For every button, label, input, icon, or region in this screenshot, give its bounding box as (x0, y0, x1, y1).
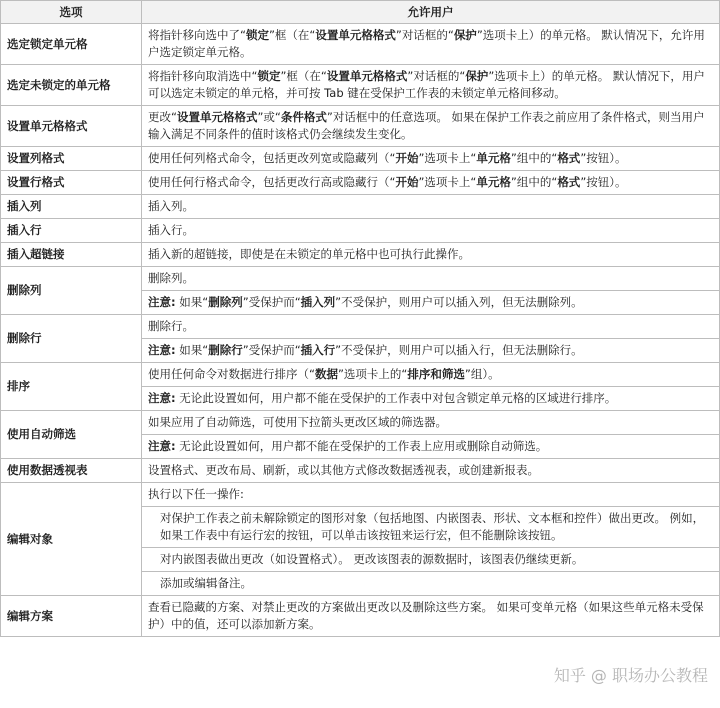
note-cell: 注意: 如果“删除列”受保护而“插入列”不受保护，则用户可以插入列，但无法删除列。 (142, 291, 720, 315)
desc-cell: 使用任何行格式命令，包括更改行高或隐藏行（“开始”选项卡上“单元格”组中的“格式”按钮）。 (142, 171, 720, 195)
desc-cell: 将指针移向选中了“锁定”框（在“设置单元格格式”对话框的“保护”选项卡上）的单元格。 默认情况下，允许用户选定锁定单元格。 (142, 24, 720, 65)
table-row (1, 219, 720, 243)
table-row (1, 315, 720, 339)
option-cell: 使用自动筛选 (1, 411, 142, 459)
watermark: 知乎 @ 职场办公教程 (553, 666, 708, 685)
note-cell: 注意: 无论此设置如何，用户都不能在受保护的工作表中对包含锁定单元格的区域进行排序。 (142, 387, 720, 411)
option-cell: 排序 (1, 363, 142, 411)
desc-cell: 将指针移向取消选中“锁定”框（在“设置单元格格式”对话框的“保护”选项卡上）的单元格。 默认情况下，用户可以选定未锁定的单元格，并可按 Tab 键在受保护工作表的未锁定单元格间移动。 (142, 65, 720, 106)
desc-cell: 删除行。 (142, 315, 720, 339)
table-row (1, 65, 720, 106)
table-row (1, 147, 720, 171)
option-cell: 插入超链接 (1, 243, 142, 267)
desc-cell: 使用任何命令对数据进行排序（“数据”选项卡上的“排序和筛选”组）。 (142, 363, 720, 387)
option-cell: 选定未锁定的单元格 (1, 65, 142, 106)
header-allow: 允许用户 (142, 1, 720, 24)
option-cell: 插入列 (1, 195, 142, 219)
desc-cell: 对保护工作表之前未解除锁定的图形对象（包括地图、内嵌图表、形状、文本框和控件）做出更改。 例如，如果工作表中有运行宏的按钮，可以单击该按钮来运行宏，但不能删除该按钮。 (142, 507, 720, 548)
desc-cell: 插入新的超链接，即使是在未锁定的单元格中也可执行此操作。 (142, 243, 720, 267)
table-row (1, 459, 720, 483)
table-row (1, 596, 720, 637)
table-row (1, 171, 720, 195)
desc-cell: 添加或编辑备注。 (142, 572, 720, 596)
option-cell: 编辑方案 (1, 596, 142, 637)
option-cell: 设置行格式 (1, 171, 142, 195)
table-row (1, 195, 720, 219)
table-row (1, 267, 720, 291)
table-header-row (1, 1, 720, 24)
option-cell: 删除列 (1, 267, 142, 315)
desc-cell: 如果应用了自动筛选，可使用下拉箭头更改区域的筛选器。 (142, 411, 720, 435)
table-row (1, 243, 720, 267)
desc-cell: 更改“设置单元格格式”或“条件格式”对话框中的任意选项。 如果在保护工作表之前应用了条件格式，则当用户输入满足不同条件的值时该格式仍会继续发生变化。 (142, 106, 720, 147)
table-row (1, 483, 720, 507)
table-row (1, 363, 720, 387)
table-row (1, 411, 720, 435)
option-cell: 设置列格式 (1, 147, 142, 171)
desc-cell: 查看已隐藏的方案、对禁止更改的方案做出更改以及删除这些方案。 如果可变单元格（如果这些单元格未受保护）中的值，还可以添加新方案。 (142, 596, 720, 637)
desc-cell: 使用任何列格式命令，包括更改列宽或隐藏列（“开始”选项卡上“单元格”组中的“格式”按钮）。 (142, 147, 720, 171)
option-cell: 使用数据透视表 (1, 459, 142, 483)
note-cell: 注意: 如果“删除行”受保护而“插入行”不受保护，则用户可以插入行，但无法删除行。 (142, 339, 720, 363)
header-option: 选项 (1, 1, 142, 24)
desc-cell: 插入行。 (142, 219, 720, 243)
option-cell: 编辑对象 (1, 483, 142, 596)
desc-cell: 执行以下任一操作: (142, 483, 720, 507)
table-row (1, 24, 720, 65)
desc-cell: 设置格式、更改布局、刷新，或以其他方式修改数据透视表，或创建新报表。 (142, 459, 720, 483)
option-cell: 删除行 (1, 315, 142, 363)
desc-cell: 删除列。 (142, 267, 720, 291)
table-row (1, 106, 720, 147)
desc-cell: 对内嵌图表做出更改（如设置格式）。 更改该图表的源数据时，该图表仍继续更新。 (142, 548, 720, 572)
option-cell: 插入行 (1, 219, 142, 243)
note-cell: 注意: 无论此设置如何，用户都不能在受保护的工作表上应用或删除自动筛选。 (142, 435, 720, 459)
desc-cell: 插入列。 (142, 195, 720, 219)
option-cell: 设置单元格格式 (1, 106, 142, 147)
option-cell: 选定锁定单元格 (1, 24, 142, 65)
